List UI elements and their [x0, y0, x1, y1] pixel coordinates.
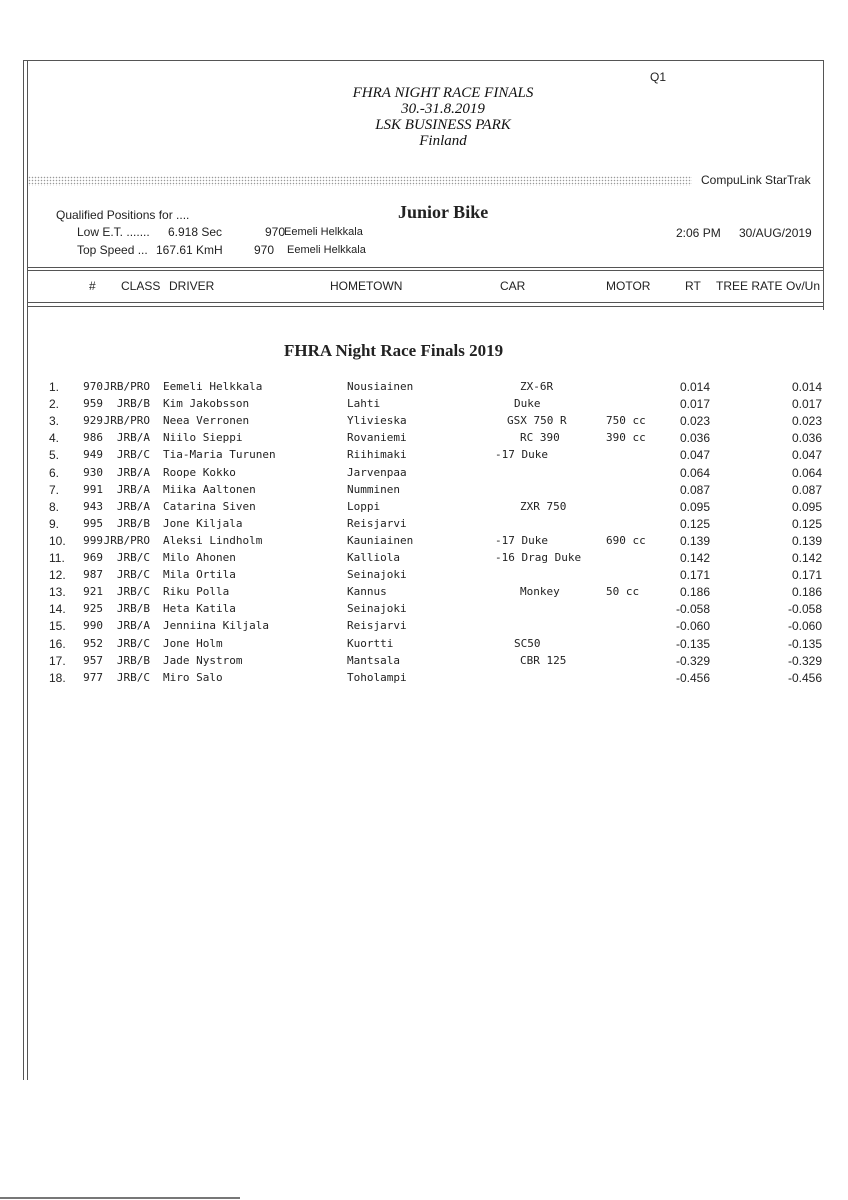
cell-hometown: Nousiainen [347, 380, 414, 393]
table-row [0, 654, 848, 671]
cell-ovun: 0.139 [791, 533, 822, 548]
cell-driver: Mila Ortila [163, 568, 236, 582]
cell-rt: 0.171 [679, 568, 710, 583]
cell-driver: Heta Katila [163, 602, 236, 616]
cell-hometown: Kuortti [347, 636, 394, 650]
cell-hometown: Kauniainen [347, 533, 414, 547]
low-et-value: 6.918 Sec [168, 225, 223, 239]
cell-ovun: -0.456 [787, 670, 822, 685]
table-row [0, 517, 848, 534]
footer-rule [0, 1197, 240, 1199]
cell-ovun: 0.014 [791, 380, 822, 394]
event-header [300, 85, 586, 149]
cell-rt: 0.064 [679, 465, 710, 480]
cell-car: SC50 [514, 636, 541, 650]
cell-rt: 0.036 [679, 431, 710, 446]
cell-num: 952 [83, 636, 103, 650]
cell-pos: 13. [49, 585, 66, 600]
cell-driver: Jone Kiljala [163, 516, 243, 530]
cell-car: ZX-6R [520, 380, 554, 393]
cell-num: 986 [83, 431, 103, 445]
col-header-tree-rate: TREE RATE [716, 279, 783, 293]
cell-ovun: 0.186 [791, 585, 822, 600]
col-header-class: CLASS [121, 279, 161, 293]
cell-class: JRB/A [116, 431, 150, 445]
cell-hometown: Toholampi [347, 670, 407, 684]
cell-hometown: Seinajoki [347, 568, 407, 582]
cell-hometown: Ylivieska [347, 414, 407, 428]
cell-ovun: -0.060 [787, 619, 822, 634]
cell-driver: Jade Nystrom [163, 653, 243, 667]
cell-class: JRB/C [116, 585, 150, 599]
cell-class: JRB/C [116, 551, 150, 564]
cell-driver: Jone Holm [163, 636, 223, 650]
dotted-band [28, 176, 692, 186]
cell-hometown: Jarvenpaa [347, 465, 407, 479]
cell-rt: 0.017 [679, 397, 710, 412]
cell-hometown: Seinajoki [347, 602, 407, 616]
cell-num: 957 [83, 653, 103, 667]
cell-pos: 9. [49, 516, 60, 531]
system-name: CompuLink StarTrak [701, 173, 811, 187]
cell-rt: 0.087 [679, 482, 710, 497]
cell-ovun: 0.095 [791, 499, 822, 514]
cell-class: JRB/B [116, 602, 150, 616]
cell-num: 930 [83, 465, 103, 479]
cell-ovun: -0.329 [787, 653, 822, 668]
event-venue: LSK BUSINESS PARK [375, 117, 511, 133]
cell-car: CBR 125 [520, 653, 567, 667]
cell-class: JRB/A [116, 465, 150, 479]
cell-motor: 750 cc [606, 414, 646, 428]
class-name: Junior Bike [398, 202, 489, 222]
cell-hometown: Reisjarvi [347, 619, 407, 633]
table-row [0, 414, 848, 431]
cell-num: 959 [83, 397, 103, 411]
column-header-bottom-rule-1 [28, 302, 823, 303]
cell-rt: -0.456 [675, 670, 710, 685]
cell-hometown: Lahti [347, 397, 381, 411]
cell-hometown: Kalliola [347, 551, 400, 564]
cell-driver: Eemeli Helkkala [163, 380, 263, 393]
cell-car: GSX 750 R [507, 414, 567, 428]
cell-num: 990 [83, 619, 103, 633]
cell-class: JRB/C [116, 448, 150, 462]
cell-pos: 4. [49, 431, 60, 446]
cell-ovun: 0.125 [791, 516, 822, 531]
cell-driver: Milo Ahonen [163, 551, 236, 564]
cell-hometown: Riihimaki [347, 448, 407, 462]
event-country: Finland [419, 133, 467, 149]
cell-class: JRB/B [116, 516, 150, 530]
cell-pos: 6. [49, 465, 60, 480]
cell-rt: 0.142 [679, 551, 710, 565]
table-row [0, 397, 848, 414]
results-title: FHRA Night Race Finals 2019 [284, 341, 504, 360]
low-et-label: Low E.T. ....... [77, 225, 150, 239]
qualified-bottom-rule-1 [28, 267, 823, 268]
top-speed-label: Top Speed ... [77, 243, 148, 257]
cell-hometown: Kannus [347, 585, 387, 599]
cell-class: JRB/A [116, 619, 150, 633]
cell-pos: 15. [49, 619, 66, 634]
col-header-num: # [89, 279, 96, 293]
cell-pos: 8. [49, 499, 60, 514]
cell-num: 949 [83, 448, 103, 462]
top-speed-driver: Eemeli Helkkala [287, 244, 366, 256]
cell-pos: 1. [49, 380, 60, 394]
table-row [0, 380, 848, 397]
cell-num: 921 [83, 585, 103, 599]
report-date: 30/AUG/2019 [739, 226, 812, 240]
cell-ovun: 0.142 [791, 551, 822, 565]
cell-num: 925 [83, 602, 103, 616]
cell-driver: Roope Kokko [163, 465, 236, 479]
cell-class: JRB/A [116, 499, 150, 513]
cell-car: -17 Duke [495, 533, 548, 547]
cell-class: JRB/PRO [103, 380, 150, 393]
cell-motor: 690 cc [606, 533, 646, 547]
cell-class: JRB/C [116, 670, 150, 684]
cell-class: JRB/B [116, 397, 150, 411]
cell-num: 977 [83, 670, 103, 684]
cell-rt: 0.023 [679, 414, 710, 429]
cell-ovun: 0.036 [791, 431, 822, 446]
col-header-hometown: HOMETOWN [330, 279, 403, 293]
cell-hometown: Loppi [347, 499, 381, 513]
cell-motor: 50 cc [606, 585, 640, 599]
cell-num: 987 [83, 568, 103, 582]
cell-hometown: Mantsala [347, 653, 400, 667]
table-row [0, 551, 848, 568]
cell-driver: Kim Jakobsson [163, 397, 250, 411]
low-et-driver: Eemeli Helkkala [284, 226, 363, 238]
report-time: 2:06 PM [676, 226, 721, 240]
cell-class: JRB/C [116, 636, 150, 650]
cell-class: JRB/B [116, 653, 150, 667]
cell-rt: 0.186 [679, 585, 710, 600]
cell-pos: 10. [49, 533, 66, 548]
cell-rt: -0.060 [675, 619, 710, 634]
cell-rt: 0.095 [679, 499, 710, 514]
table-row [0, 448, 848, 465]
cell-ovun: 0.087 [791, 482, 822, 497]
cell-car: Duke [514, 397, 541, 411]
cell-ovun: 0.171 [791, 568, 822, 583]
qualified-label: Qualified Positions for .... [56, 208, 190, 222]
qualified-bottom-rule-2 [28, 270, 823, 271]
cell-class: JRB/PRO [103, 414, 150, 428]
cell-driver: Jenniina Kiljala [163, 619, 269, 633]
cell-pos: 14. [49, 602, 66, 617]
table-row [0, 637, 848, 654]
cell-driver: Tia-Maria Turunen [163, 448, 276, 462]
cell-pos: 18. [49, 670, 66, 685]
cell-pos: 17. [49, 653, 66, 668]
page-code: Q1 [650, 70, 667, 84]
table-row [0, 500, 848, 517]
col-header-rt: RT [685, 279, 701, 293]
cell-num: 970 [83, 380, 103, 393]
top-speed-value: 167.61 KmH [156, 243, 223, 257]
cell-num: 943 [83, 499, 103, 513]
cell-driver: Aleksi Lindholm [163, 533, 263, 547]
cell-rt: -0.329 [675, 653, 710, 668]
table-row [0, 534, 848, 551]
col-header-motor: MOTOR [606, 279, 651, 293]
cell-rt: 0.014 [679, 380, 710, 394]
cell-hometown: Numminen [347, 482, 400, 496]
cell-pos: 7. [49, 482, 60, 497]
cell-num: 929 [83, 414, 103, 428]
cell-rt: 0.139 [679, 533, 710, 548]
table-row [0, 568, 848, 585]
cell-car: Monkey [520, 585, 560, 599]
cell-hometown: Rovaniemi [347, 431, 407, 445]
top-rule [23, 60, 823, 61]
table-row [0, 671, 848, 688]
col-header-ovun: Ov/Un [786, 279, 821, 293]
cell-hometown: Reisjarvi [347, 516, 407, 530]
cell-driver: Niilo Sieppi [163, 431, 243, 445]
cell-num: 969 [83, 551, 103, 564]
cell-car: -16 Drag Duke [495, 551, 582, 564]
col-header-car: CAR [500, 279, 526, 293]
cell-ovun: 0.023 [791, 414, 822, 429]
cell-ovun: 0.047 [791, 448, 822, 463]
table-row [0, 483, 848, 500]
column-header-bottom-rule-2 [28, 306, 823, 307]
cell-driver: Miika Aaltonen [163, 482, 256, 496]
cell-car: RC 390 [520, 431, 560, 445]
cell-rt: 0.047 [679, 448, 710, 463]
cell-car: ZXR 750 [520, 499, 567, 513]
col-header-driver: DRIVER [169, 279, 215, 293]
table-row [0, 585, 848, 602]
cell-pos: 12. [49, 568, 66, 583]
cell-car: -17 Duke [495, 448, 548, 462]
event-title-line-1: FHRA NIGHT RACE FINALS [352, 85, 534, 101]
cell-rt: 0.125 [679, 516, 710, 531]
low-et-number: 970 [265, 225, 286, 239]
cell-ovun: 0.017 [791, 397, 822, 412]
cell-rt: -0.135 [675, 636, 710, 651]
cell-class: JRB/A [116, 482, 150, 496]
right-border [823, 60, 824, 310]
cell-driver: Catarina Siven [163, 499, 256, 513]
table-row [0, 466, 848, 483]
cell-pos: 5. [49, 448, 60, 463]
cell-rt: -0.058 [675, 602, 710, 617]
cell-driver: Miro Salo [163, 670, 223, 684]
cell-ovun: -0.058 [787, 602, 822, 617]
cell-ovun: -0.135 [787, 636, 822, 651]
cell-pos: 3. [49, 414, 60, 429]
cell-pos: 16. [49, 636, 66, 651]
cell-driver: Riku Polla [163, 585, 230, 599]
cell-class: JRB/PRO [103, 533, 150, 547]
table-row [0, 602, 848, 619]
event-dates: 30.-31.8.2019 [401, 101, 485, 117]
cell-pos: 2. [49, 397, 60, 412]
top-speed-number: 970 [254, 243, 275, 257]
cell-pos: 11. [49, 551, 65, 565]
cell-ovun: 0.064 [791, 465, 822, 480]
cell-num: 995 [83, 516, 103, 530]
table-row [0, 431, 848, 448]
cell-num: 999 [83, 533, 103, 547]
cell-class: JRB/C [116, 568, 150, 582]
cell-num: 991 [83, 482, 103, 496]
table-row [0, 619, 848, 636]
cell-driver: Neea Verronen [163, 414, 250, 428]
cell-motor: 390 cc [606, 431, 646, 445]
